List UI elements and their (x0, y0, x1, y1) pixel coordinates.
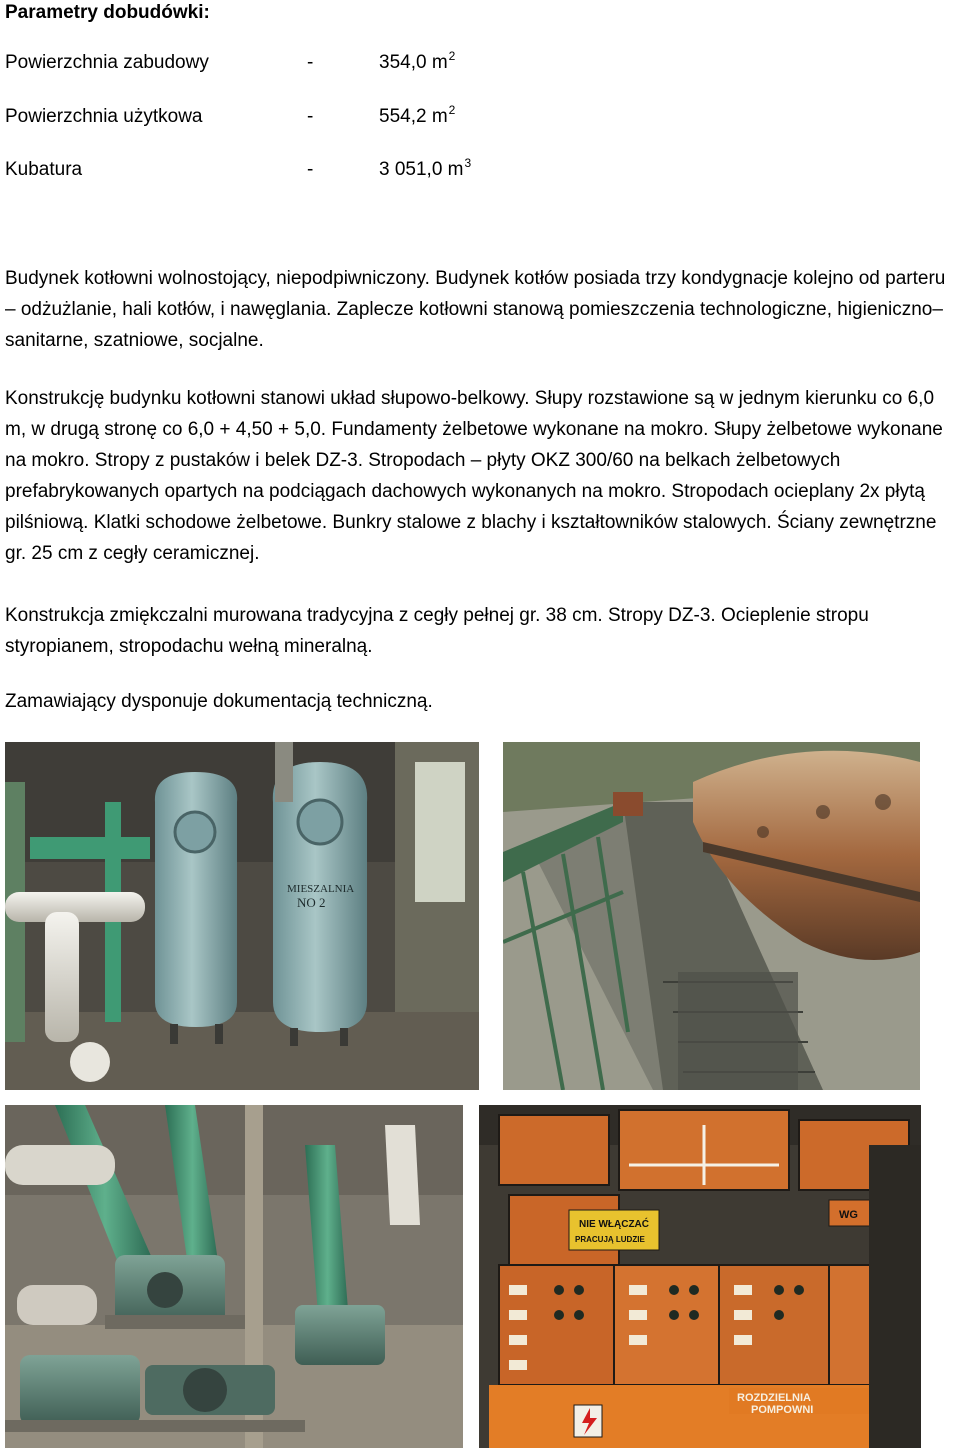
param-value: 554,2 $m^2$ (379, 103, 456, 127)
param-unit-exponent: 3 (464, 156, 472, 170)
param-value: 3 051,0 $m^3$ (379, 156, 472, 180)
warning-sign-line-2: PRACUJĄ LUDZIE (575, 1235, 645, 1244)
panel-banner-line-2: POMPOWNI (751, 1404, 814, 1416)
paragraph-building-description: Budynek kotłowni wolnostojący, niepodpiwniczony. Budynek kotłów posiada trzy kondygnacje kolejno od parteru – odżużlanie, hali kotłów, i nawęglania. Zaplecze kotłowni stanową pomieszczenia technologiczne, higieniczno–sanitarne, szatniowe, socjalne. (5, 268, 946, 351)
param-dash: - (307, 52, 314, 73)
page-heading: Parametry dobudówki: (5, 2, 210, 23)
param-value: 354,0 $m^2$ (379, 49, 456, 73)
warning-sign-line-1: NIE WŁĄCZAĆ (579, 1219, 649, 1230)
photo-pumps (5, 1105, 463, 1448)
param-unit-exponent: 2 (448, 103, 456, 117)
param-name: Powierzchnia użytkowa (5, 106, 203, 127)
param-name: Powierzchnia zabudowy (5, 52, 209, 73)
paragraph-documentation: Zamawiający dysponuje dokumentacją techniczną. (5, 691, 433, 712)
paragraph-softening-plant: Konstrukcja zmiękczalni murowana tradycyjna z cegły pełnej gr. 38 cm. Stropy DZ-3. Ocieplenie stropu styropianem, stropodachu wełną mineralną. (5, 605, 869, 657)
photo-boiler-room-tanks (5, 742, 479, 1090)
tank-label-2: NO 2 (297, 895, 326, 910)
paragraph-construction: Konstrukcję budynku kotłowni stanowi układ słupowo-belkowy. Słupy rozstawione są w jednym kierunku co 6,0 m, w drugą stronę co 6,0 + 4,50 + 5,0. Fundamenty żelbetowe wykonane na mokro. Słupy żelbetowe wykonane na mokro. Stropy z pustaków i belek DZ-3. Stropodach – płyty OKZ 300/60 na belkach żelbetowych prefabrykowanych opartych na podciągach dachowych wykonanych na mokro. Stropodach ocieplany 2x płytą pilśniową. Klatki schodowe żelbetowe. Bunkry stalowe z blachy i kształtowników stalowych. Ściany zewnętrzne gr. 25 cm z cegły ceramicznej. (5, 388, 943, 564)
tank-label-1: MIESZALNIA (287, 883, 355, 895)
panel-banner-line-1: ROZDZIELNIA (737, 1392, 811, 1404)
param-dash: - (307, 106, 314, 127)
photo-conveyor-bridge (503, 742, 920, 1090)
photo-control-panel (479, 1105, 921, 1448)
param-unit-exponent: 2 (448, 49, 456, 63)
panel-tag: WG (839, 1209, 858, 1221)
param-dash: - (307, 159, 314, 180)
param-name: Kubatura (5, 159, 83, 180)
